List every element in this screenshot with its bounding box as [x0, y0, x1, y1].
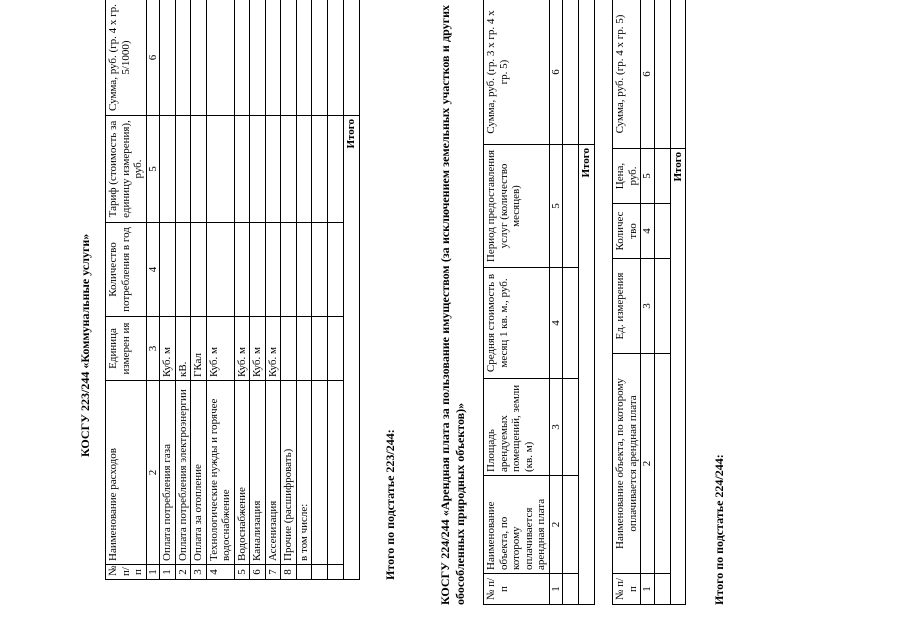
table-row: [296, 0, 312, 580]
header-cell: Цена, руб.: [613, 149, 641, 204]
column-number-row: [146, 0, 160, 580]
section1-table: [105, 0, 360, 580]
section2-title: КОСГУ 224/244 «Арендная плата за пользование имуществом (за исключением земельных участков и других обособленных природных объектов)»: [438, 5, 467, 605]
header-cell: Ед. измерения: [613, 259, 641, 354]
section3-subtotal: Итого по подстатье 224/244:: [712, 454, 726, 605]
header-cell: Количество потребления в год: [106, 223, 147, 317]
row-number: 7: [265, 565, 281, 580]
section2-header-row: [484, 0, 550, 605]
header-cell: Наименование объекта, по которому оплачивается арендная плата: [484, 476, 550, 574]
section3-header-row: [613, 0, 641, 605]
row-number: 3: [191, 565, 207, 580]
table-row: [160, 0, 176, 580]
unit: ГКал: [191, 317, 207, 381]
column-number: 3: [549, 379, 563, 476]
column-number: 4: [549, 268, 563, 379]
row-number: 4: [206, 565, 234, 580]
row-number: 8: [281, 565, 297, 580]
row-number: [296, 565, 312, 580]
column-number: 2: [146, 381, 160, 565]
column-number: 1: [641, 574, 655, 605]
header-cell: Средняя стоимость в месяц 1 кв. м., руб.: [484, 268, 550, 379]
unit: [281, 317, 297, 381]
total-label: Итого: [344, 116, 360, 580]
unit: Куб. м: [206, 317, 234, 381]
header-cell: Количес тво: [613, 204, 641, 259]
expense-name: Прочие (расшифровать): [281, 381, 297, 565]
header-cell: № п/п: [613, 574, 641, 605]
table-row: [175, 0, 191, 580]
table-row: [191, 0, 207, 580]
table-row: [563, 0, 579, 605]
header-cell: № п/п: [106, 565, 147, 580]
total-label: Итого: [579, 145, 595, 605]
header-cell: Сумма, руб. (гр. 3 х гр. 4 х гр. 5): [484, 0, 550, 145]
expense-name: Водоснабжение: [234, 381, 250, 565]
column-number: 5: [146, 116, 160, 223]
expense-name: в том числе:: [296, 381, 312, 565]
table-row: [250, 0, 266, 580]
table-row: [312, 0, 328, 580]
row-number: 5: [234, 565, 250, 580]
column-number-row: [641, 0, 655, 605]
unit: [296, 317, 312, 381]
header-cell: Сумма, руб. (гр. 4 х гр. 5/1000): [106, 0, 147, 116]
unit: Куб. м: [234, 317, 250, 381]
header-cell: Наименование расходов: [106, 381, 147, 565]
row-number: 6: [250, 565, 266, 580]
header-cell: Единица измерен ия: [106, 317, 147, 381]
table-row: [206, 0, 234, 580]
table-row: [281, 0, 297, 580]
column-number: 4: [641, 204, 655, 259]
section3-table: [612, 0, 686, 605]
unit: Куб. м: [265, 317, 281, 381]
column-number: 3: [146, 317, 160, 381]
row-number: 2: [175, 565, 191, 580]
column-number: 2: [549, 476, 563, 574]
unit: Куб. м: [250, 317, 266, 381]
expense-name: Оплата потребления газа: [160, 381, 176, 565]
expense-name: Канализация: [250, 381, 266, 565]
total-row: [344, 0, 360, 580]
expense-name: Оплата потребления электроэнергии: [175, 381, 191, 565]
column-number: 2: [641, 354, 655, 574]
unit: Куб. м: [160, 317, 176, 381]
unit: кВ.: [175, 317, 191, 381]
column-number: 4: [146, 223, 160, 317]
table-row: [234, 0, 250, 580]
column-number-row: [549, 0, 563, 605]
column-number: 5: [549, 145, 563, 268]
total-row: [670, 0, 686, 605]
section1-header-row: [106, 0, 147, 580]
header-cell: Период предоставления услуг (количество месяцев): [484, 145, 550, 268]
row-number: 1: [160, 565, 176, 580]
column-number: 1: [146, 565, 160, 580]
table-row: [328, 0, 344, 580]
header-cell: Площадь арендуемых помещений, земли (кв. м): [484, 379, 550, 476]
expense-name: Технологические нужды и горячее водоснабжение: [206, 381, 234, 565]
expense-name: Ассенизация: [265, 381, 281, 565]
column-number: 1: [549, 574, 563, 605]
section1-title: КОСГУ 223/244 «Коммунальные услуги»: [78, 233, 92, 457]
header-cell: Тариф (стоимость за единицу измерения), руб.: [106, 116, 147, 223]
column-number: 6: [549, 0, 563, 145]
section2-table: [483, 0, 595, 605]
header-cell: № п/п: [484, 574, 550, 605]
header-cell: Сумма, руб. (гр. 4 х гр. 5): [613, 0, 641, 149]
total-row: [579, 0, 595, 605]
header-cell: Наименование объекта, по которому оплачивается арендная плата: [613, 354, 641, 574]
column-number: 6: [146, 0, 160, 116]
table-row: [654, 0, 670, 605]
column-number: 5: [641, 149, 655, 204]
total-label: Итого: [670, 149, 686, 605]
column-number: 3: [641, 259, 655, 354]
table-row: [265, 0, 281, 580]
column-number: 6: [641, 0, 655, 149]
section1-subtotal: Итого по подстатье 223/244:: [383, 429, 397, 580]
expense-name: Оплата за отопление: [191, 381, 207, 565]
